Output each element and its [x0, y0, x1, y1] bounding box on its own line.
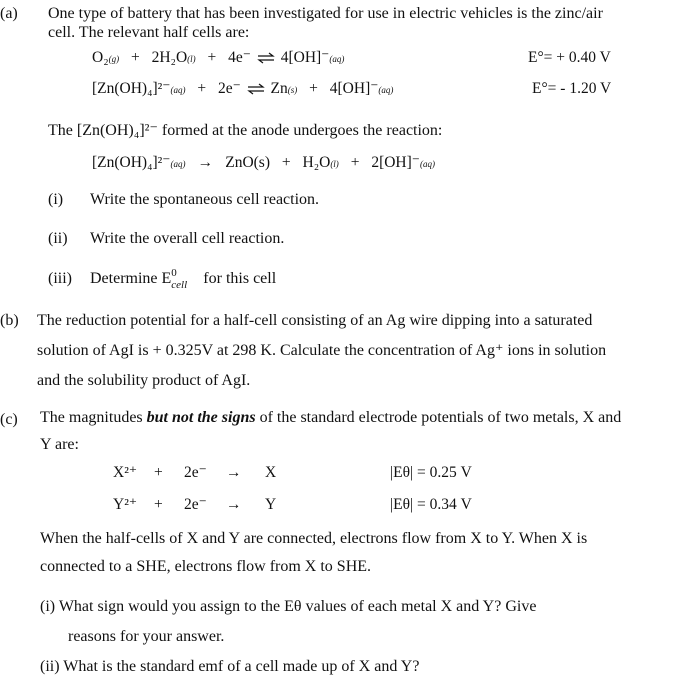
part-c-line1 — [40, 408, 621, 428]
reaction-arrow-icon: → — [226, 464, 242, 481]
equation-y-ion: Y²⁺ — [113, 496, 138, 513]
zincate-formula: [Zn(OH)₄]²⁻ — [92, 80, 171, 97]
question-c-i-line2: reasons for your answer. — [68, 628, 225, 645]
hydroxide-state: (aq) — [329, 54, 345, 64]
reaction-arrow-icon: → — [197, 154, 214, 171]
plus-sign: + — [281, 154, 291, 171]
hydroxide-formula: 4[OH]⁻ — [329, 80, 379, 97]
plus-sign: + — [197, 80, 207, 97]
water-formula: H₂O — [302, 154, 331, 171]
equation-x-product: X — [265, 464, 277, 481]
equation-y-plus: + — [154, 496, 163, 513]
oxygen-state: (g) — [108, 54, 120, 64]
part-c-line2: Y are: — [40, 436, 79, 453]
part-c-emphasis: but not the signs — [146, 409, 256, 426]
part-c-label: (c) — [0, 411, 18, 428]
water-state: (l) — [187, 54, 196, 64]
hydroxide-formula: 4[OH]⁻ — [280, 49, 330, 66]
part-c-line1-start: The magnitudes — [40, 409, 147, 426]
equation-x-ion: X²⁺ — [113, 464, 138, 481]
equation-x-value: |Eθ| = 0.25 V — [390, 464, 472, 481]
anode-reaction — [92, 153, 435, 174]
half-reaction-oxygen — [92, 48, 344, 69]
hydroxide-state: (aq) — [419, 159, 435, 169]
potential-zinc: E°= - 1.20 V — [532, 80, 612, 97]
plus-sign: + — [130, 49, 140, 66]
plus-sign: + — [309, 80, 318, 97]
hydroxide-formula: 2[OH]⁻ — [371, 154, 420, 171]
zinc-state: (s) — [287, 85, 298, 95]
equation-y-value: |Eθ| = 0.34 V — [390, 496, 472, 513]
question-a-ii-label: (ii) — [48, 230, 68, 247]
question-c-ii: (ii) What is the standard emf of a cell made up of X and Y? — [40, 658, 420, 675]
part-b-line3: and the solubility product of AgI. — [37, 372, 251, 389]
part-a-label: (a) — [0, 5, 18, 22]
part-c-line1-end: of the standard electrode potentials of two metals, X and — [255, 409, 622, 426]
ecell-superscript: 0 — [171, 267, 177, 279]
equilibrium-arrow-icon — [255, 52, 277, 64]
oxygen-formula: O₂ — [92, 49, 109, 66]
part-a-intro-line1: One type of battery that has been investigated for use in electric vehicles is the zinc/air — [48, 5, 603, 22]
part-c-line4: connected to a SHE, electrons flow from X to SHE. — [40, 558, 372, 575]
question-a-i-label: (i) — [48, 191, 64, 208]
plus-sign: + — [350, 154, 360, 171]
zincate-formula: [Zn(OH)₄]²⁻ — [92, 154, 171, 171]
water-formula: 2H₂O — [151, 49, 188, 66]
zincate-state: (aq) — [170, 159, 186, 169]
zinc-oxide: ZnO(s) — [225, 154, 271, 171]
reaction-arrow-icon: → — [226, 496, 242, 513]
zinc-formula: Zn — [270, 80, 288, 97]
potential-oxygen: E°= + 0.40 V — [528, 49, 611, 66]
half-reaction-zinc — [92, 79, 393, 100]
question-c-i-line1: (i) What sign would you assign to the Eθ values of each metal X and Y? Give — [40, 598, 537, 615]
electrons: 2e⁻ — [217, 80, 241, 97]
question-a-iii-label: (iii) — [48, 270, 72, 287]
equation-y-product: Y — [265, 496, 277, 513]
zincate-state: (aq) — [170, 85, 186, 95]
plus-sign: + — [207, 49, 217, 66]
equation-y-electrons: 2e⁻ — [184, 496, 207, 513]
equation-x-electrons: 2e⁻ — [184, 464, 207, 481]
part-a-intro-line2: cell. The relevant half cells are: — [48, 24, 250, 41]
part-c-line3: When the half-cells of X and Y are connected, electrons flow from X to Y. When X is — [40, 530, 588, 547]
ecell-subscript: cell — [171, 279, 188, 291]
anode-text: The [Zn(OH)₄]²⁻ formed at the anode undergoes the reaction: — [48, 122, 443, 139]
part-b-label: (b) — [0, 312, 19, 329]
electrons: 4e⁻ — [228, 49, 251, 66]
question-a-i: Write the spontaneous cell reaction. — [90, 191, 320, 208]
ecell-symbol — [171, 267, 199, 291]
hydroxide-state: (aq) — [378, 85, 394, 95]
water-state: (l) — [330, 159, 339, 169]
question-a-iii-text-end: for this cell — [199, 270, 277, 287]
question-a-ii: Write the overall cell reaction. — [90, 230, 285, 247]
question-a-iii-text: Determine E — [90, 270, 172, 287]
part-b-line1: The reduction potential for a half-cell consisting of an Ag wire dipping into a saturated — [37, 312, 593, 329]
equilibrium-arrow-icon — [245, 83, 267, 95]
equation-x-plus: + — [154, 464, 163, 481]
part-b-line2: solution of AgI is + 0.325V at 298 K. Calculate the concentration of Ag⁺ ions in solution — [37, 342, 607, 359]
question-a-iii — [90, 269, 276, 289]
